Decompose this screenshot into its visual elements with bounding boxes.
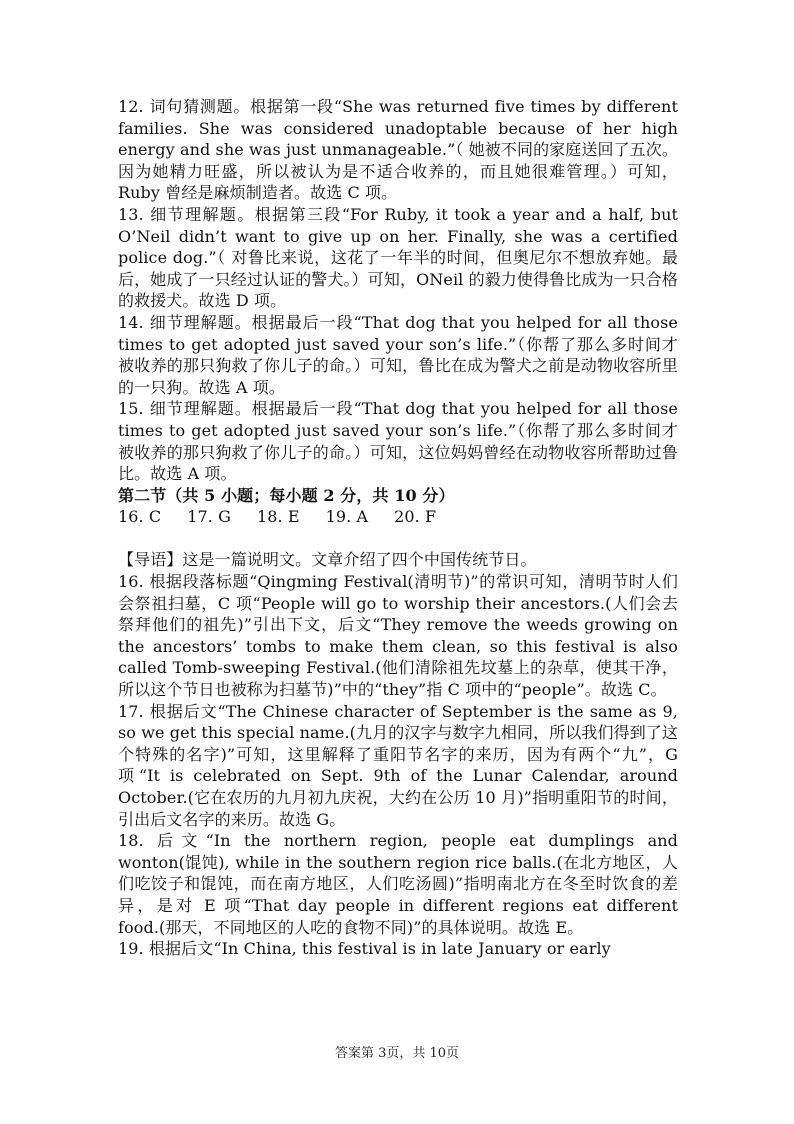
answer-paragraph-14: 14. 细节理解题。根据最后一段“That dog that you helped for all those times to get adopted just saved your son’s life.”（你帮了那么多时间才被收养的那只狗救了你儿子的命。）可知，鲁比在成为警犬之前是动物收容所里的一只狗。故选 A 项。 (118, 312, 678, 397)
answer-paragraph-15: 15. 细节理解题。根据最后一段“That dog that you helped for all those times to get adopted just saved your son’s life.”（你帮了那么多时间才被收养的那只狗救了你儿子的命。）可知，这位妈妈曾经在动物收容所帮助过鲁比。故选 A 项。 (118, 399, 678, 484)
answer-content (118, 96, 678, 960)
explanation-16: 16. 根据段落标题“Qingming Festival(清明节)”的常识可知，清明节时人们会祭祖扫墓，C 项“People will go to worship their ancestors.(人们会去祭拜他们的祖先)”引出下文，后文“They remove the weeds growing on the ancestors’ tombs to make them clean, so this festival is also called Tomb-sweeping Festival.(他们清除祖先坟墓上的杂草，使其干净，所以这个节日也被称为扫墓节)”中的“they”指 C 项中的“people”。故选 C。 (118, 572, 678, 700)
page-footer: 答案第 3页，共 10页 (334, 1046, 460, 1061)
blank-line (118, 528, 678, 550)
answer-paragraph-13: 13. 细节理解题。根据第三段“For Ruby, it took a year and a half, but O’Neil didn’t want to give up on her. Finally, she was a certified police dog.”（ 对鲁比来说，这花了一年半的时间，但奥尼尔不想放弃她。最后，她成了一只经过认证的警犬。）可知，ONeil 的毅力使得鲁比成为一只合格的救援犬。故选 D 项。 (118, 204, 678, 311)
intro-paragraph: 【导语】这是一篇说明文。文章介绍了四个中国传统节日。 (118, 550, 537, 570)
answer-paragraph-12: 12. 词句猜测题。根据第一段“She was returned five times by different families. She was considered unadoptable because of her high energy and she was just unmanageable.”（ 她被不同的家庭送回了五次。因为她精力旺盛，所以被认为是不适合收养的，而且她很难管理。）可知，Ruby 曾经是麻烦制造者。故选 C 项。 (118, 97, 678, 203)
explanation-18: 18. 后文“In the northern region, people eat dumplings and wonton(馄饨), while in the southern region rice balls.(在北方地区，人们吃饺子和馄饨，而在南方地区，人们吃汤圆)”指明南北方在冬至时饮食的差异，是对 E 项“That day people in different regions eat different food.(那天，不同地区的人吃的食物不同)”的具体说明。故选 E。 (118, 831, 678, 937)
section-title: 第二节（共 5 小题；每小题 2 分，共 10 分） (118, 485, 455, 505)
explanation-19: 19. 根据后文“In China, this festival is in late January or early (118, 939, 611, 959)
explanation-17: 17. 根据后文“The Chinese character of September is the same as 9, so we get this special name.(九月的汉字与数字九相同，所以我们得到了这个特殊的名字)”可知，这里解释了重阳节名字的来历，因为有两个“九”，G 项“It is celebrated on Sept. 9th of the Lunar Calendar, around October.(它在农历的九月初九庆祝，大约在公历 10 月)”指明重阳节的时间，引出后文名字的来历。故选 G。 (118, 701, 679, 829)
answer-key-line: 16. C 17. G 18. E 19. A 20. F (118, 507, 437, 527)
